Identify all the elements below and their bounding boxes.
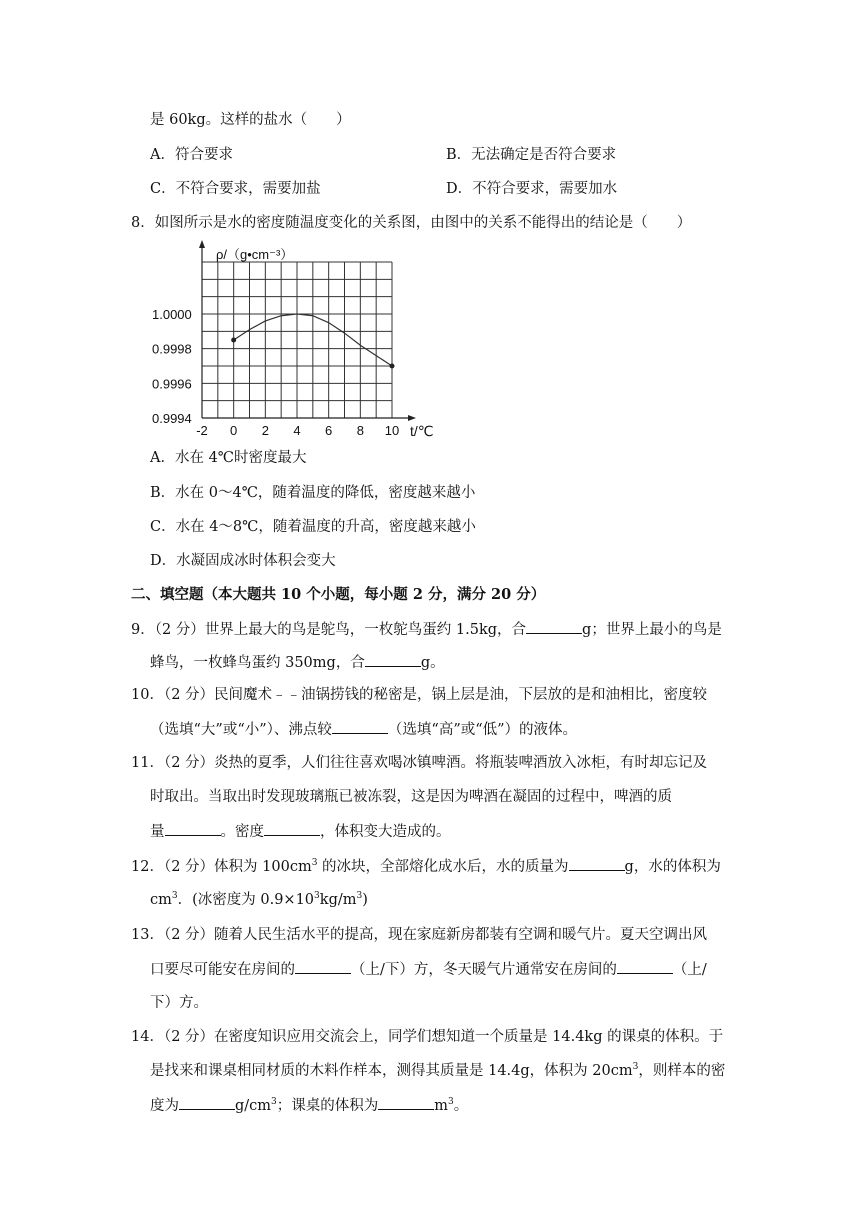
q14-blank-volume[interactable]	[378, 1095, 434, 1110]
q9-text-2b: g。	[420, 655, 445, 671]
q7-option-d[interactable]: D．不符合要求，需要加水	[446, 181, 618, 197]
q9-blank-2[interactable]	[365, 652, 421, 667]
q8-option-a[interactable]: A．水在 4℃时密度最大	[150, 450, 307, 466]
x-tick-label: -2	[196, 423, 208, 438]
q8-stem: 8．如图所示是水的密度随温度变化的关系图，由图中的关系不能得出的结论是（ ）	[131, 215, 692, 231]
q14-text-3b: g/cm	[235, 1098, 272, 1114]
q10-text-2b: （选填“高”或“低”）的液体。	[387, 722, 578, 738]
q9-text-1a: 9．（2 分）世界上最大的鸟是鸵鸟，一枚鸵鸟蛋约 1.5kg，合	[131, 622, 527, 638]
q14-text-2a: 是找来和课桌相同材质的木料作样本，测得其质量是 14.4g，体积为 20cm	[150, 1063, 633, 1079]
y-axis-arrow	[199, 240, 205, 248]
q13-blank-winter[interactable]	[617, 959, 673, 974]
q11-line-1: 11．（2 分）炎热的夏季，人们往往喜欢喝冰镇啤酒。将瓶装啤酒放入冰柜，有时却忘记及	[131, 755, 708, 771]
q9-line-1	[131, 619, 722, 640]
q14-sup-2: 3	[271, 1097, 277, 1108]
x-tick-label: 6	[325, 423, 333, 438]
q13-line-2	[150, 959, 707, 980]
q12-text-1a: 12．（2 分）体积为 100cm	[131, 859, 312, 875]
y-tick-label: 1.0000	[152, 307, 192, 322]
y-tick-label: 0.9996	[152, 376, 192, 392]
q7-option-b[interactable]: B．无法确定是否符合要求	[446, 147, 617, 163]
x-axis-label: t/℃	[410, 423, 434, 439]
q12-sup-2: 3	[171, 891, 178, 902]
q10-line-1: 10．（2 分）民间魔术﹣﹣油锅捞钱的秘密是，锅上层是油，下层放的是和油相比，密度较	[131, 687, 708, 703]
q12-text-1b: 的冰块，全部熔化成水后，水的质量为	[317, 859, 569, 875]
x-tick-label: 8	[356, 423, 364, 438]
q12-line-1	[131, 856, 721, 877]
q13-text-2a: 口要尽可能安在房间的	[150, 962, 295, 978]
q12-sup-4: 3	[356, 891, 363, 902]
q10-line-2	[150, 719, 577, 740]
x-tick-label: 2	[261, 423, 269, 438]
q13-blank-summer[interactable]	[295, 959, 351, 974]
x-tick-label: 10	[384, 423, 400, 438]
q12-text-2d: )	[362, 892, 368, 908]
q12-blank-mass[interactable]	[569, 856, 625, 871]
q14-text-3a: 度为	[150, 1098, 179, 1114]
q13-line-1: 13．（2 分）随着人民生活水平的提高，现在家庭新房都装有空调和暖气片。夏天空调出风	[131, 927, 708, 943]
y-axis-label: ρ/（g•cm⁻³）	[216, 247, 294, 262]
curve-endpoint	[390, 364, 395, 369]
q14-line-2	[150, 1061, 725, 1081]
q9-line-2	[150, 652, 445, 673]
q14-sup-1: 3	[632, 1062, 639, 1073]
q9-text-1b: g；世界上最小的鸟是	[582, 622, 722, 638]
q11-text-3c: ，体积变大造成的。	[320, 824, 451, 840]
q14-line-3	[150, 1095, 468, 1116]
q14-text-3d: m	[434, 1098, 449, 1114]
chart-grid	[202, 262, 392, 418]
q14-text-3e: 。	[453, 1098, 469, 1114]
curve-endpoint	[231, 338, 236, 343]
q11-text-3a: 量	[150, 824, 165, 840]
q7-stem-tail: 是 60kg。这样的盐水（ ）	[150, 112, 351, 128]
q12-text-2a: cm	[150, 892, 172, 908]
q13-text-2c: （上/	[672, 962, 707, 978]
y-tick-label: 0.9994	[152, 411, 192, 426]
q14-text-3c: ；课桌的体积为	[276, 1098, 379, 1114]
q14-line-1: 14．（2 分）在密度知识应用交流会上，同学们想知道一个质量是 14.4kg 的课桌的体积。于	[131, 1029, 724, 1045]
q8-option-d[interactable]: D．水凝固成冰时体积会变大	[150, 553, 336, 569]
q12-text-1c: g，水的体积为	[624, 859, 721, 875]
q8-option-b[interactable]: B．水在 0～4℃，随着温度的降低，密度越来越小	[150, 485, 476, 501]
q14-sup-3: 3	[448, 1097, 454, 1108]
q13-line-3: 下）方。	[150, 995, 208, 1011]
q12-text-2c: kg/m	[319, 892, 357, 908]
q9-blank-1[interactable]	[526, 619, 582, 634]
q12-line-2	[150, 890, 368, 910]
q9-text-2a: 蜂鸟，一枚蜂鸟蛋约 350mg，合	[150, 655, 365, 671]
q12-sup-3: 3	[314, 891, 320, 902]
density-temperature-chart	[150, 238, 450, 440]
x-tick-label: 4	[293, 423, 301, 438]
x-axis-arrow	[408, 415, 416, 421]
y-tick-label: 0.9998	[152, 341, 192, 357]
q14-text-2b: ，则样本的密	[638, 1063, 726, 1079]
q12-sup-1: 3	[311, 858, 318, 869]
q13-text-2b: （上/下）方，冬天暖气片通常安在房间的	[351, 962, 617, 978]
q7-option-c[interactable]: C．不符合要求，需要加盐	[150, 181, 321, 197]
q8-option-c[interactable]: C．水在 4～8℃，随着温度的升高，密度越来越小	[150, 519, 476, 535]
section-2-heading: 二、填空题（本大题共 10 个小题，每小题 2 分，满分 20 分）	[131, 586, 546, 603]
q11-blank-mass[interactable]	[165, 821, 221, 836]
q11-blank-density[interactable]	[264, 821, 320, 836]
q11-text-3b: 。密度	[220, 824, 264, 840]
q11-line-2: 时取出。当取出时发现玻璃瓶已被冻裂，这是因为啤酒在凝固的过程中，啤酒的质	[150, 789, 672, 805]
q7-option-a[interactable]: A．符合要求	[150, 147, 233, 163]
q12-text-2b: ．(冰密度为 0.9×10	[177, 892, 315, 908]
q10-blank-2[interactable]	[332, 719, 388, 734]
q10-text-2a: （选填“大”或“小”）、沸点较	[150, 722, 332, 738]
q14-blank-density[interactable]	[179, 1095, 235, 1110]
x-tick-label: 0	[230, 423, 238, 438]
q11-line-3	[150, 821, 451, 842]
chart-axes	[199, 240, 416, 421]
